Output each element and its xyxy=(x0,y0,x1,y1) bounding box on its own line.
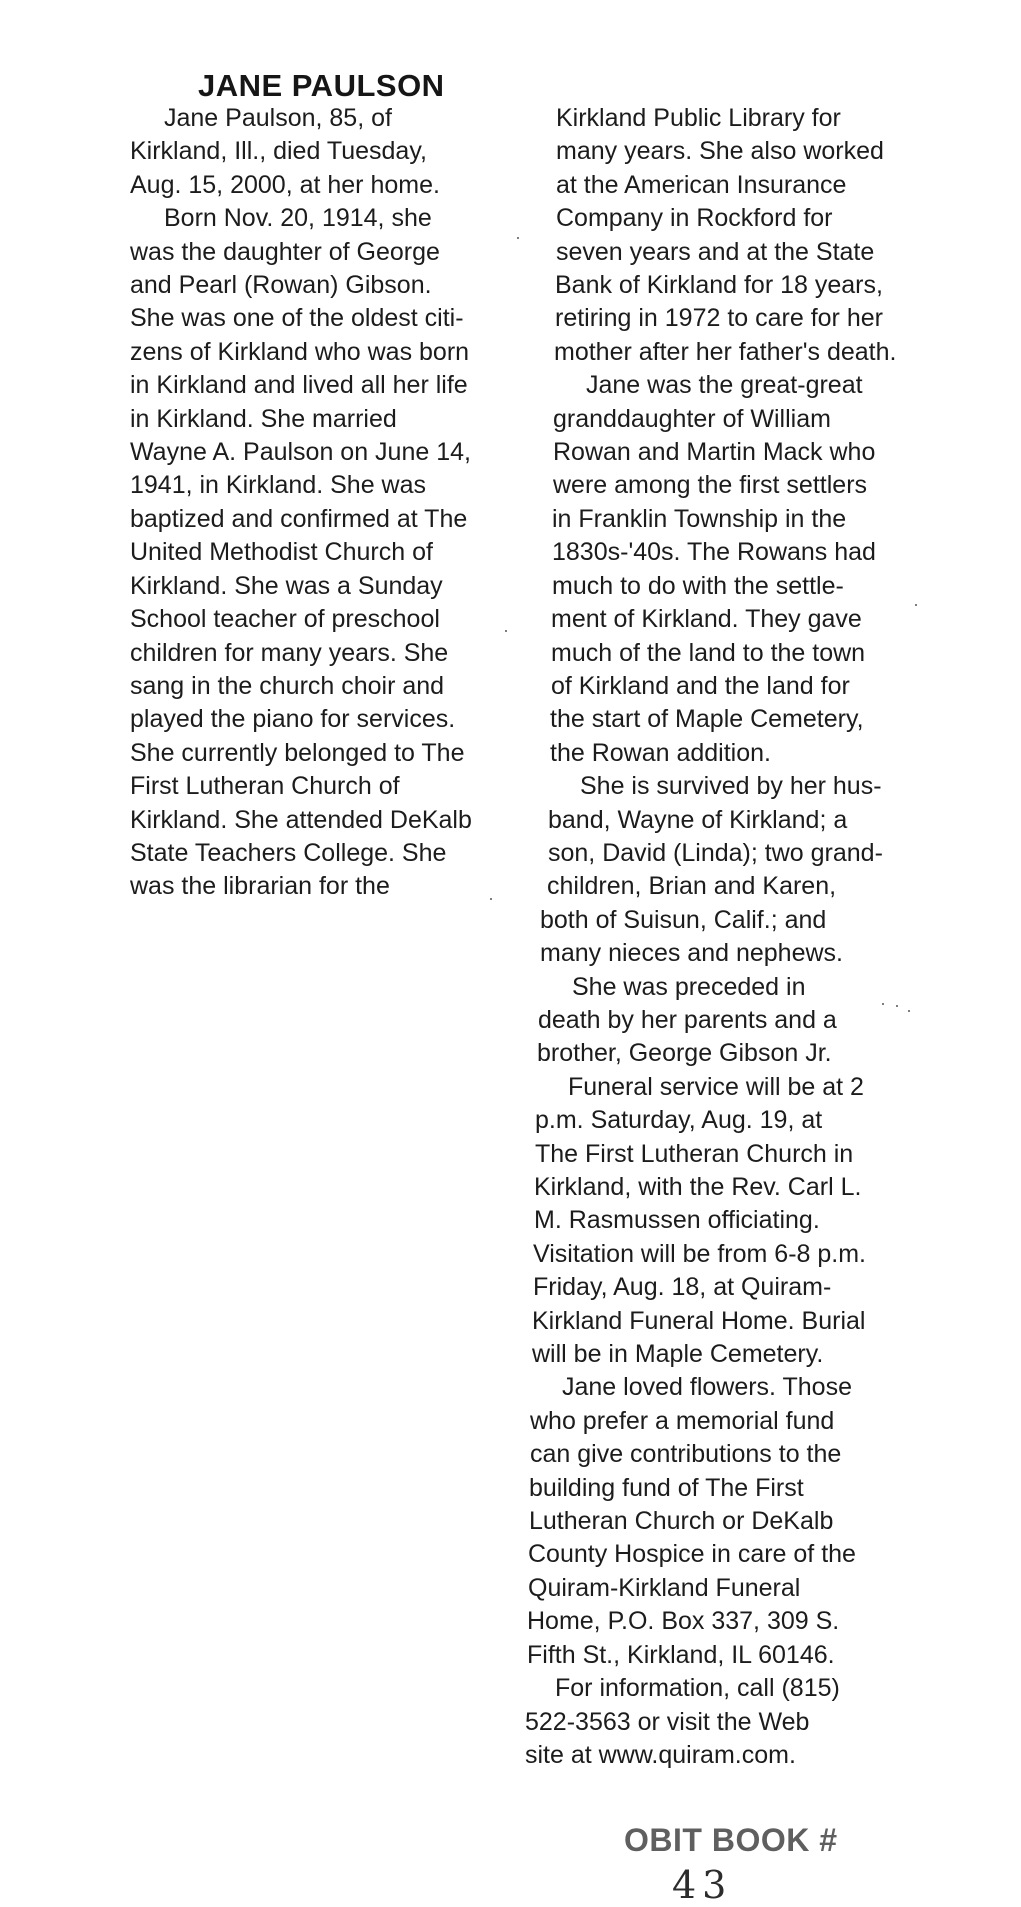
scan-speck xyxy=(517,237,519,239)
text-line: For information, call (815) xyxy=(555,1674,840,1703)
text-line: Visitation will be from 6-8 p.m. xyxy=(533,1239,866,1268)
text-line: She was one of the oldest citi- xyxy=(130,304,464,333)
text-line: United Methodist Church of xyxy=(130,538,433,567)
text-line: seven years and at the State xyxy=(556,237,875,266)
text-line: the start of Maple Cemetery, xyxy=(550,705,864,734)
text-line: much of the land to the town xyxy=(551,638,866,667)
text-line: Kirkland. She attended DeKalb xyxy=(130,805,472,834)
text-line: sang in the church choir and xyxy=(130,671,445,700)
text-line: son, David (Linda); two grand- xyxy=(548,838,883,867)
text-line: Wayne A. Paulson on June 14, xyxy=(130,438,471,467)
text-line: Jane Paulson, 85, of xyxy=(164,104,392,132)
text-line: Kirkland. She was a Sunday xyxy=(130,571,443,600)
text-line: many nieces and nephews. xyxy=(540,939,843,968)
text-line: State Teachers College. She xyxy=(130,838,447,867)
text-line: children for many years. She xyxy=(130,638,449,667)
text-line: children, Brian and Karen, xyxy=(547,872,837,901)
text-line: building fund of The First xyxy=(529,1473,804,1502)
text-line: School teacher of preschool xyxy=(130,605,440,634)
scan-speck xyxy=(908,1010,910,1012)
text-line: First Lutheran Church of xyxy=(130,772,400,801)
text-line: brother, George Gibson Jr. xyxy=(537,1039,832,1068)
text-line: in Franklin Township in the xyxy=(552,504,847,533)
text-line: Friday, Aug. 18, at Quiram- xyxy=(533,1273,832,1302)
text-line: p.m. Saturday, Aug. 19, at xyxy=(535,1106,823,1135)
text-line: who prefer a memorial fund xyxy=(530,1406,835,1435)
text-line: site at www.quiram.com. xyxy=(525,1740,796,1769)
text-line: 1941, in Kirkland. She was xyxy=(130,471,427,500)
text-line: Company in Rockford for xyxy=(556,204,833,233)
text-line: can give contributions to the xyxy=(530,1440,842,1469)
text-line: She is survived by her hus- xyxy=(580,772,882,801)
scan-speck xyxy=(490,898,492,900)
obituary-headline: JANE PAULSON xyxy=(198,68,445,103)
scan-speck xyxy=(505,630,507,632)
text-line: at the American Insurance xyxy=(556,170,847,199)
text-line: played the piano for services. xyxy=(130,705,456,734)
text-line: 522-3563 or visit the Web xyxy=(525,1707,810,1736)
text-line: County Hospice in care of the xyxy=(528,1540,856,1569)
text-line: in Kirkland. She married xyxy=(130,404,397,433)
text-line: Born Nov. 20, 1914, she xyxy=(164,204,432,233)
text-line: was the librarian for the xyxy=(130,872,390,901)
text-line: and Pearl (Rowan) Gibson. xyxy=(130,271,432,300)
text-line: Kirkland Public Library for xyxy=(556,104,841,132)
text-line: 1830s-'40s. The Rowans had xyxy=(552,538,876,567)
text-line: Kirkland, Ill., died Tuesday, xyxy=(130,137,427,166)
text-line: She currently belonged to The xyxy=(130,738,465,767)
text-line: Kirkland Funeral Home. Burial xyxy=(532,1306,866,1335)
text-line: the Rowan addition. xyxy=(550,738,771,767)
text-line: Aug. 15, 2000, at her home. xyxy=(130,170,440,199)
text-line: Jane loved flowers. Those xyxy=(562,1373,852,1402)
text-line: She was preceded in xyxy=(572,972,806,1001)
text-line: ment of Kirkland. They gave xyxy=(551,605,862,634)
text-line: Quiram-Kirkland Funeral xyxy=(528,1573,801,1602)
text-line: of Kirkland and the land for xyxy=(551,671,850,700)
text-line: Funeral service will be at 2 xyxy=(568,1072,864,1101)
scan-speck xyxy=(882,1003,884,1005)
text-line: Home, P.O. Box 337, 309 S. xyxy=(527,1607,840,1636)
text-line: retiring in 1972 to care for her xyxy=(555,304,883,333)
text-line: will be in Maple Cemetery. xyxy=(532,1340,824,1369)
text-line: baptized and confirmed at The xyxy=(130,504,468,533)
text-line: mother after her father's death. xyxy=(554,337,897,366)
text-line: many years. She also worked xyxy=(556,137,884,166)
text-line: M. Rasmussen officiating. xyxy=(534,1206,820,1235)
text-line: in Kirkland and lived all her life xyxy=(130,371,468,400)
text-line: Bank of Kirkland for 18 years, xyxy=(555,271,883,300)
right-column xyxy=(522,102,942,1772)
text-line: were among the first settlers xyxy=(553,471,868,500)
text-line: zens of Kirkland who was born xyxy=(130,337,470,366)
text-line: was the daughter of George xyxy=(130,237,440,266)
handwritten-book-number: 43 xyxy=(672,1863,733,1907)
obit-book-stamp: OBIT BOOK # xyxy=(624,1822,838,1858)
left-column xyxy=(130,102,510,904)
text-line: Kirkland, with the Rev. Carl L. xyxy=(534,1173,862,1201)
text-line: Jane was the great-great xyxy=(586,371,863,400)
text-line: The First Lutheran Church in xyxy=(535,1139,854,1168)
text-line: granddaughter of William xyxy=(553,404,831,433)
scan-speck xyxy=(896,1005,898,1007)
text-line: Lutheran Church or DeKalb xyxy=(529,1507,834,1536)
text-line: Rowan and Martin Mack who xyxy=(553,438,876,467)
text-line: Fifth St., Kirkland, IL 60146. xyxy=(527,1640,835,1669)
text-line: death by her parents and a xyxy=(538,1005,837,1034)
scan-speck xyxy=(915,604,917,606)
text-line: band, Wayne of Kirkland; a xyxy=(548,805,848,834)
text-line: both of Suisun, Calif.; and xyxy=(540,905,827,934)
text-line: much to do with the settle- xyxy=(552,571,844,600)
